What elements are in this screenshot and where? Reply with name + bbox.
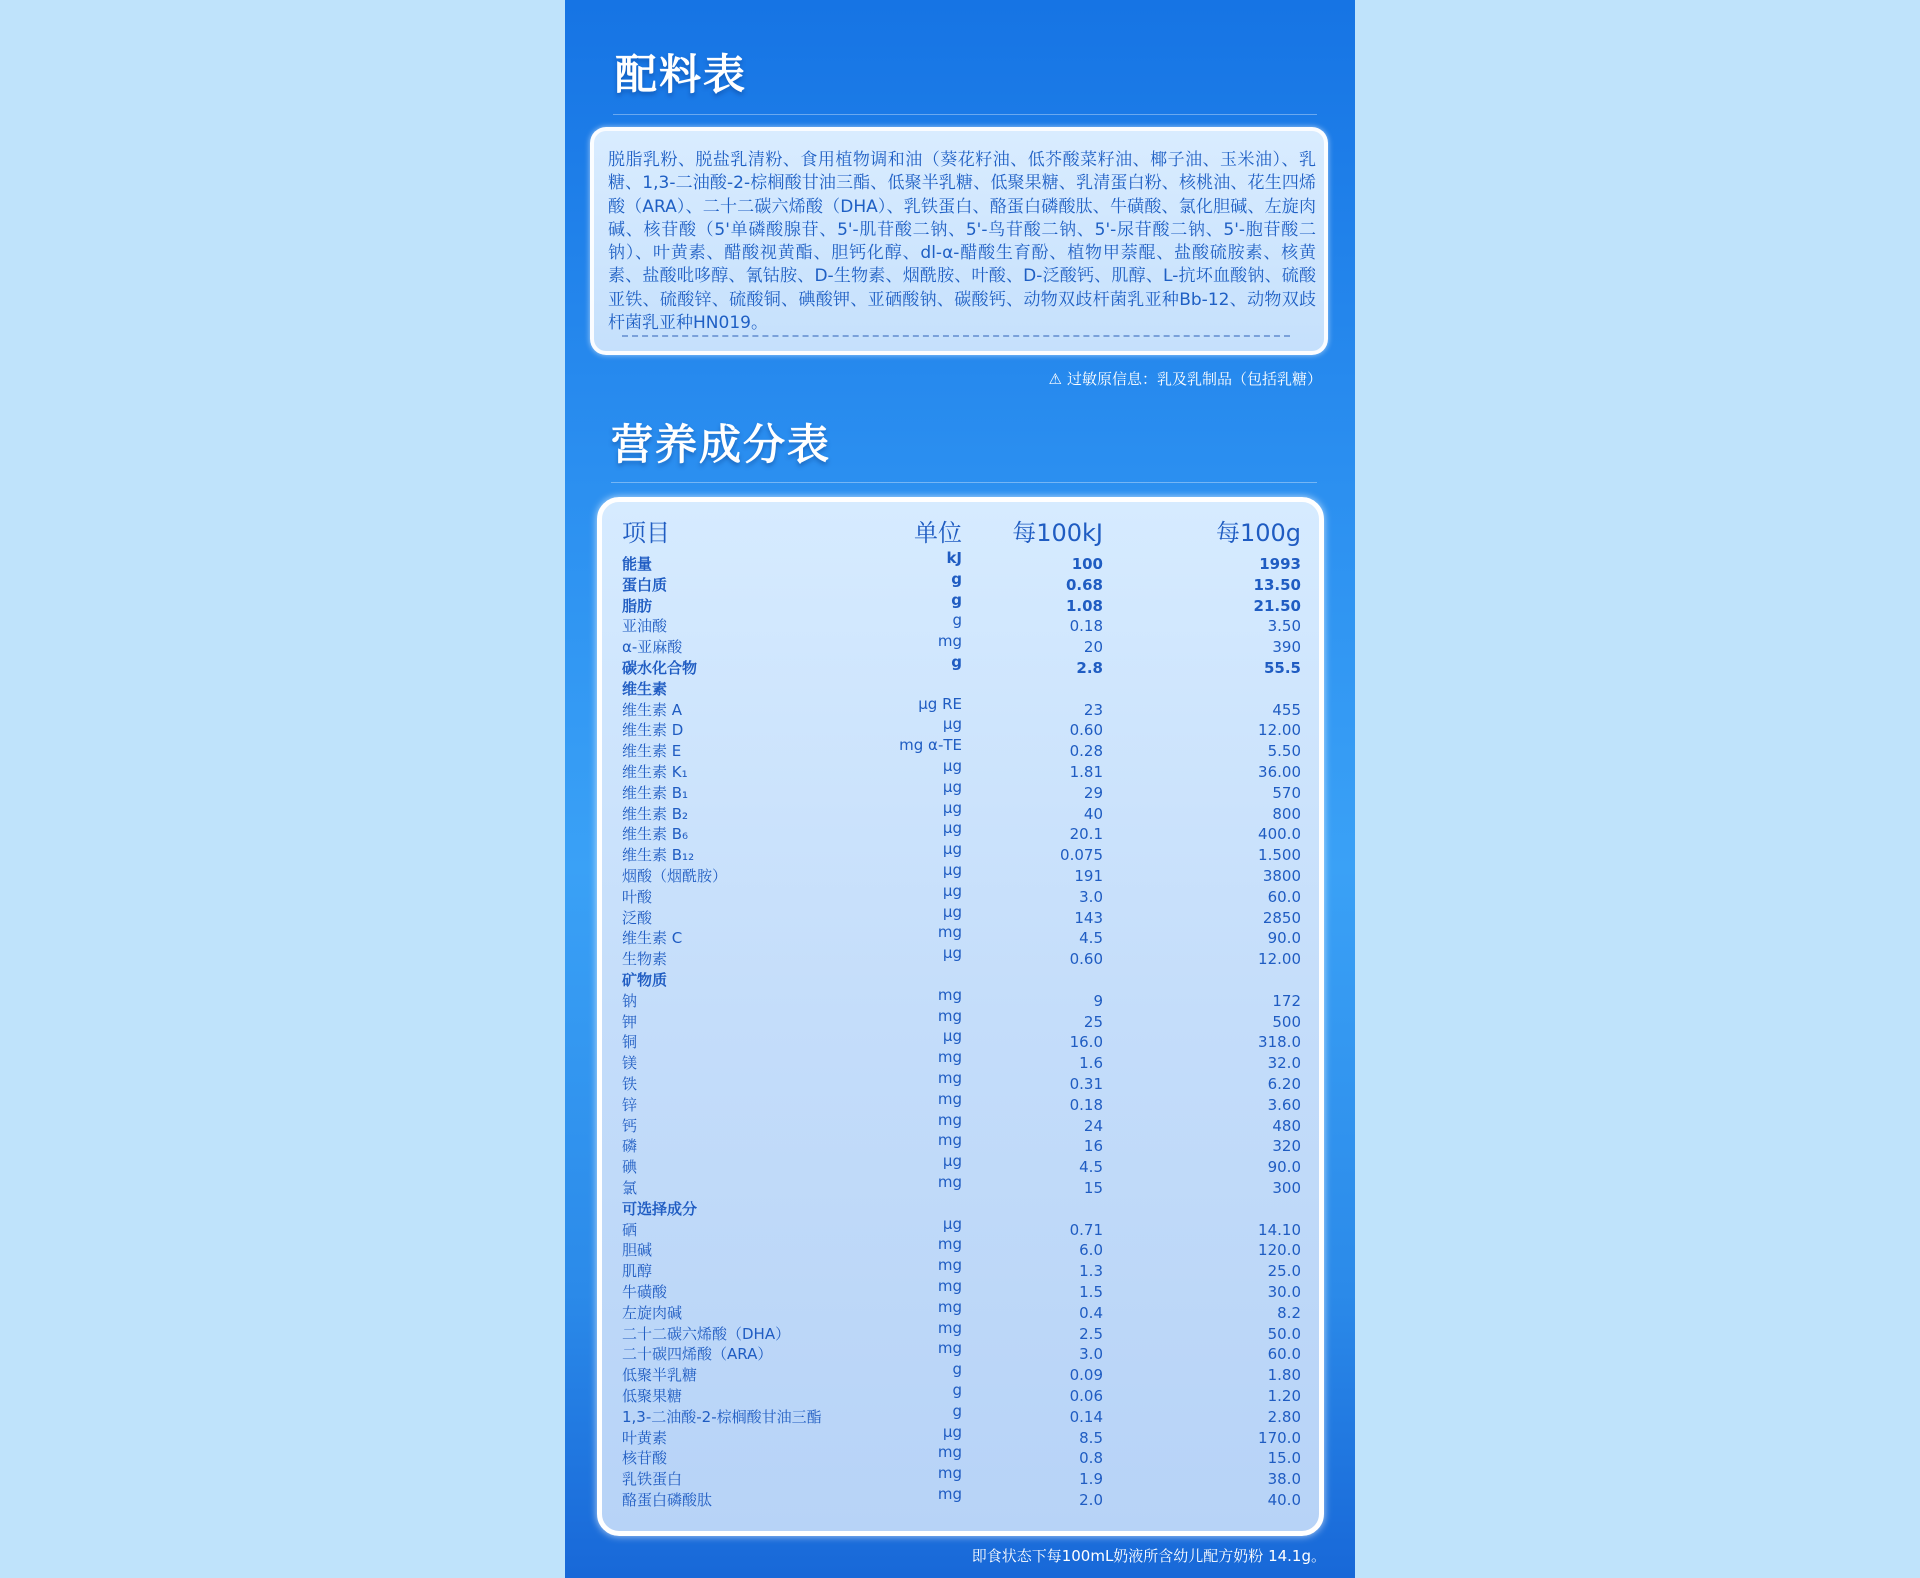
row-per-100g: 21.50 — [1253, 596, 1301, 615]
ingredients-title-divider — [613, 114, 1317, 115]
row-per-100kj: 2.5 — [1079, 1324, 1103, 1343]
row-per-100kj: 1.81 — [1069, 763, 1103, 781]
row-unit: g — [951, 653, 962, 671]
row-unit: μg — [942, 757, 962, 775]
row-per-100g: 400.0 — [1258, 825, 1301, 844]
row-per-100kj: 16 — [1083, 1137, 1103, 1156]
ingredients-text: 脱脂乳粉、脱盐乳清粉、食用植物调和油（葵花籽油、低芥酸菜籽油、椰子油、玉米油）、乳糖、1,3-二油酸-2-棕榈酸甘油三酯、低聚半乳糖、低聚果糖、乳清蛋白粉、核桃油、花生四烯酸（ARA）、二十二碳六烯酸（DHA）、乳铁蛋白、酪蛋白磷酸肽、牛磺酸、氯化胆碱、左旋肉碱、核苷酸（5'单磷酸腺苷、5'-肌苷酸二钠、5'-鸟苷酸二钠、5'-尿苷酸二钠、5'-胞苷酸二钠）、叶黄素、醋酸视黄酯、胆钙化醇、dl-α-醋酸生育酚、植物甲萘醌、盐酸硫胺素、核黄素、盐酸吡哆醇、氰钴胺、D-生物素、烟酰胺、叶酸、D-泛酸钙、肌醇、L-抗坏血酸钠、硫酸亚铁、硫酸锌、硫酸铜、碘酸钾、亚硒酸钠、碳酸钙、动物双歧杆菌乳亚种Bb-12、动物双歧杆菌乳亚种HN019。 — [608, 150, 1316, 334]
row-per-100kj: 0.68 — [1065, 575, 1103, 594]
row-per-100g: 90.0 — [1267, 1158, 1301, 1177]
row-per-100kj: 1.9 — [1079, 1470, 1103, 1489]
row-per-100g: 38.0 — [1267, 1470, 1301, 1489]
row-per-100g: 172 — [1272, 991, 1301, 1010]
row-name: 维生素 B₂ — [622, 804, 689, 823]
row-per-100kj: 23 — [1083, 700, 1103, 719]
row-per-100g: 32.0 — [1267, 1054, 1301, 1073]
row-name: 维生素 B₁₂ — [622, 846, 695, 865]
row-per-100g: 300 — [1272, 1179, 1301, 1197]
row-per-100kj: 191 — [1074, 867, 1103, 885]
row-per-100kj: 20 — [1083, 638, 1103, 657]
row-unit: mg — [937, 632, 962, 651]
row-unit: mg — [937, 1131, 962, 1150]
row-unit: mg — [937, 923, 962, 942]
row-per-100kj: 2.0 — [1079, 1491, 1103, 1509]
row-per-100g: 13.50 — [1253, 575, 1301, 594]
nutrition-table-header — [602, 516, 1319, 550]
row-per-100kj: 0.075 — [1060, 846, 1103, 865]
table-row — [602, 1485, 1319, 1511]
row-per-100kj: 1.5 — [1079, 1283, 1103, 1301]
row-per-100g: 800 — [1272, 804, 1301, 823]
row-unit: μg — [942, 1422, 962, 1441]
row-unit: mg α-TE — [899, 736, 962, 755]
row-per-100kj: 0.60 — [1069, 721, 1103, 740]
row-name: 维生素 B₆ — [622, 825, 689, 844]
row-per-100g: 500 — [1272, 1012, 1301, 1031]
row-unit: mg — [937, 1173, 962, 1191]
row-per-100kj: 24 — [1083, 1116, 1103, 1135]
row-name: 蛋白质 — [622, 575, 668, 594]
row-unit: mg — [937, 1485, 962, 1503]
row-name: 锌 — [622, 1095, 638, 1114]
row-per-100kj: 143 — [1074, 908, 1103, 927]
row-name: 镁 — [622, 1054, 638, 1073]
row-name: 碳水化合物 — [622, 659, 698, 677]
row-unit: mg — [937, 1256, 962, 1275]
row-unit: μg RE — [918, 694, 962, 713]
row-per-100kj: 15 — [1083, 1179, 1103, 1197]
row-name: 维生素 A — [622, 700, 683, 719]
row-per-100g: 60.0 — [1267, 887, 1301, 906]
row-per-100kj: 2.8 — [1076, 659, 1103, 677]
row-per-100g: 50.0 — [1267, 1324, 1301, 1343]
row-per-100kj: 0.28 — [1069, 742, 1103, 761]
row-per-100kj: 4.5 — [1079, 929, 1103, 948]
row-per-100kj: 0.14 — [1069, 1407, 1103, 1426]
row-unit: g — [952, 1401, 962, 1420]
row-per-100kj: 1.08 — [1065, 596, 1103, 615]
row-unit: g — [952, 1360, 962, 1379]
row-per-100g: 170.0 — [1258, 1428, 1301, 1447]
row-unit: kJ — [946, 549, 962, 567]
row-per-100g: 390 — [1272, 638, 1301, 657]
row-name: 1,3-二油酸-2-棕榈酸甘油三酯 — [622, 1407, 822, 1426]
row-name: 铜 — [622, 1033, 638, 1052]
table-row — [602, 944, 1319, 970]
row-unit: μg — [942, 944, 962, 963]
row-name: 胆碱 — [622, 1241, 653, 1260]
row-per-100g: 320 — [1272, 1137, 1301, 1156]
header-item: 项目 — [622, 519, 670, 547]
row-per-100g: 3800 — [1262, 867, 1301, 885]
row-name: 核苷酸 — [622, 1449, 668, 1468]
row-per-100g: 570 — [1272, 783, 1301, 802]
row-name: 钾 — [622, 1012, 638, 1031]
row-per-100kj: 0.18 — [1069, 1095, 1103, 1114]
allergen-info — [1049, 368, 1322, 389]
row-name: 硒 — [622, 1220, 638, 1239]
row-per-100kj: 1.3 — [1079, 1262, 1103, 1281]
row-per-100g: 3.60 — [1267, 1095, 1301, 1114]
row-name: 碘 — [622, 1158, 638, 1177]
ingredients-dashed-divider — [622, 335, 1290, 337]
row-name: 能量 — [622, 555, 653, 573]
row-per-100g: 15.0 — [1267, 1449, 1301, 1468]
row-name: 二十二碳六烯酸（DHA） — [622, 1324, 791, 1343]
row-per-100kj: 0.09 — [1069, 1366, 1103, 1385]
row-name: 叶黄素 — [622, 1428, 668, 1447]
table-row — [602, 1173, 1319, 1199]
row-per-100g: 5.50 — [1267, 742, 1301, 761]
row-per-100kj: 3.0 — [1079, 1345, 1103, 1364]
row-per-100kj: 29 — [1083, 783, 1103, 802]
row-unit: mg — [937, 1297, 962, 1316]
row-unit: μg — [942, 1214, 962, 1233]
row-per-100g: 55.5 — [1263, 659, 1301, 677]
row-per-100kj: 20.1 — [1069, 825, 1103, 844]
row-name: 维生素 B₁ — [622, 783, 689, 802]
row-unit: mg — [937, 1443, 962, 1462]
row-unit: g — [951, 569, 962, 588]
row-name: 生物素 — [622, 950, 668, 969]
row-per-100kj: 100 — [1071, 555, 1103, 573]
table-row — [602, 653, 1319, 679]
row-per-100kj: 25 — [1083, 1012, 1103, 1031]
row-per-100g: 60.0 — [1267, 1345, 1301, 1364]
row-per-100g: 2.80 — [1267, 1407, 1301, 1426]
row-per-100kj: 0.06 — [1069, 1387, 1103, 1405]
row-unit: μg — [942, 881, 962, 900]
row-name: 左旋肉碱 — [622, 1303, 683, 1322]
row-per-100g: 1.80 — [1267, 1366, 1301, 1385]
row-unit: mg — [937, 1464, 962, 1483]
row-name: 低聚果糖 — [622, 1387, 683, 1405]
row-unit: μg — [942, 798, 962, 817]
serving-footnote: 即食状态下每100mL奶液所含幼儿配方奶粉 14.1g。 — [971, 1547, 1326, 1565]
row-per-100g: 1993 — [1259, 555, 1301, 573]
row-name: 维生素 E — [622, 742, 682, 761]
row-name: 牛磺酸 — [622, 1283, 668, 1301]
row-unit: mg — [937, 1235, 962, 1254]
row-unit: mg — [937, 1048, 962, 1067]
row-unit: g — [951, 590, 962, 609]
row-per-100kj: 0.8 — [1079, 1449, 1103, 1468]
row-name: 烟酸（烟酰胺） — [622, 867, 728, 885]
row-unit: mg — [937, 985, 962, 1004]
row-per-100kj: 6.0 — [1079, 1241, 1103, 1260]
row-per-100kj: 1.6 — [1079, 1054, 1103, 1073]
row-name: 亚油酸 — [622, 617, 668, 636]
row-name: 维生素 — [622, 679, 668, 698]
ingredients-title: 配料表 — [615, 50, 748, 99]
row-per-100g: 36.00 — [1258, 763, 1301, 781]
row-per-100g: 120.0 — [1258, 1241, 1301, 1260]
row-unit: mg — [937, 1110, 962, 1129]
row-per-100kj: 3.0 — [1079, 887, 1103, 906]
row-per-100kj: 0.4 — [1079, 1303, 1103, 1322]
row-per-100kj: 0.71 — [1069, 1220, 1103, 1239]
row-unit: g — [952, 611, 962, 630]
row-unit: mg — [937, 1006, 962, 1025]
row-unit: mg — [937, 1339, 962, 1358]
row-name: 脂肪 — [622, 596, 653, 615]
row-name: 可选择成分 — [622, 1199, 698, 1218]
row-unit: μg — [942, 840, 962, 859]
row-per-100kj: 0.60 — [1069, 950, 1103, 969]
row-unit: μg — [942, 715, 962, 734]
row-per-100g: 12.00 — [1258, 950, 1301, 969]
row-unit: μg — [942, 902, 962, 921]
row-per-100kj: 4.5 — [1079, 1158, 1103, 1177]
row-per-100g: 2850 — [1262, 908, 1301, 927]
row-per-100g: 318.0 — [1258, 1033, 1301, 1052]
row-name: 低聚半乳糖 — [622, 1366, 698, 1385]
row-per-100g: 12.00 — [1258, 721, 1301, 740]
row-unit: μg — [942, 861, 962, 879]
header-unit: 单位 — [914, 519, 962, 547]
row-name: 氯 — [622, 1179, 638, 1197]
row-unit: μg — [942, 819, 962, 838]
row-per-100g: 40.0 — [1267, 1491, 1301, 1509]
row-per-100g: 25.0 — [1267, 1262, 1301, 1281]
row-name: 铁 — [622, 1075, 638, 1093]
row-per-100kj: 0.31 — [1069, 1075, 1103, 1093]
warning-triangle-icon: ⚠ — [1048, 370, 1062, 388]
row-unit: mg — [937, 1089, 962, 1108]
row-per-100g: 455 — [1272, 700, 1301, 719]
row-name: 维生素 C — [622, 929, 683, 948]
ingredients-box — [590, 127, 1328, 355]
row-per-100kj: 8.5 — [1079, 1428, 1103, 1447]
row-per-100g: 1.20 — [1267, 1387, 1301, 1405]
row-per-100kj: 16.0 — [1069, 1033, 1103, 1052]
row-per-100g: 3.50 — [1267, 617, 1301, 636]
row-per-100g: 8.2 — [1277, 1303, 1301, 1322]
header-per-100kj: 每100kJ — [1012, 519, 1103, 547]
nutrition-table — [597, 497, 1324, 1536]
row-unit: μg — [942, 1027, 962, 1046]
row-name: 二十碳四烯酸（ARA） — [622, 1345, 773, 1364]
nutrition-title: 营养成分表 — [611, 420, 832, 469]
row-name: 维生素 D — [622, 721, 684, 740]
row-name: 泛酸 — [622, 908, 653, 927]
row-name: 矿物质 — [622, 971, 668, 989]
allergen-text: 过敏原信息：乳及乳制品（包括乳糖） — [1066, 370, 1322, 388]
row-per-100g: 90.0 — [1267, 929, 1301, 948]
row-per-100kj: 40 — [1083, 804, 1103, 823]
nutrition-title-divider — [611, 482, 1317, 483]
row-unit: mg — [937, 1277, 962, 1295]
row-name: 钙 — [622, 1116, 638, 1135]
row-name: α-亚麻酸 — [622, 638, 683, 657]
row-name: 叶酸 — [622, 887, 653, 906]
row-unit: mg — [937, 1069, 962, 1087]
row-unit: g — [952, 1381, 962, 1399]
row-per-100kj: 0.18 — [1069, 617, 1103, 636]
row-name: 维生素 K₁ — [622, 763, 688, 781]
row-name: 酪蛋白磷酸肽 — [622, 1491, 713, 1509]
row-per-100g: 1.500 — [1258, 846, 1301, 865]
row-per-100g: 14.10 — [1258, 1220, 1301, 1239]
label-panel — [565, 0, 1355, 1578]
row-per-100g: 480 — [1272, 1116, 1301, 1135]
row-unit: mg — [937, 1318, 962, 1337]
row-name: 肌醇 — [622, 1262, 653, 1281]
row-name: 乳铁蛋白 — [622, 1470, 683, 1489]
row-unit: μg — [942, 777, 962, 796]
row-per-100kj: 9 — [1093, 991, 1103, 1010]
row-per-100g: 6.20 — [1267, 1075, 1301, 1093]
row-name: 钠 — [622, 991, 638, 1010]
header-per-100g: 每100g — [1215, 519, 1301, 547]
row-name: 磷 — [622, 1137, 638, 1156]
row-per-100g: 30.0 — [1267, 1283, 1301, 1301]
row-unit: μg — [942, 1152, 962, 1171]
